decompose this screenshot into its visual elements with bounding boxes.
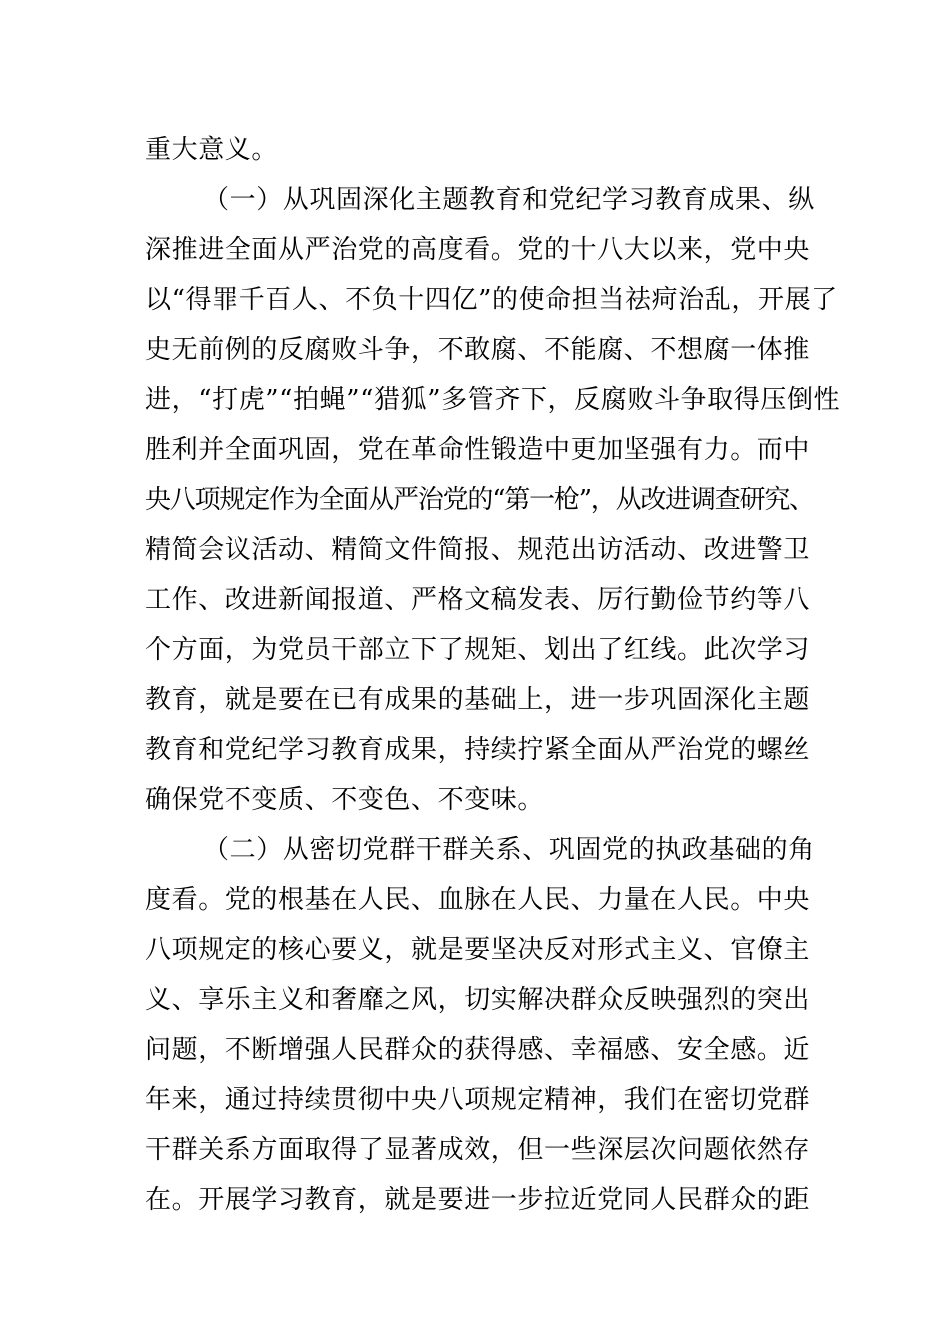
paragraph-1-heading-line: （一）从巩固深化主题教育和党纪学习教育成果、纵: [203, 185, 815, 215]
text-line: 史无前例的反腐败斗争，不敢腐、不能腐、不想腐一体推: [145, 335, 811, 365]
text-line: 度看。党的根基在人民、血脉在人民、力量在人民。中央: [145, 885, 811, 915]
text-line: 干群关系方面取得了显著成效，但一些深层次问题依然存: [145, 1135, 811, 1165]
text-line: 教育，就是要在已有成果的基础上，进一步巩固深化主题: [145, 685, 811, 715]
text-line: 个方面，为党员干部立下了规矩、划出了红线。此次学习: [145, 635, 811, 665]
text-line: 工作、改进新闻报道、严格文稿发表、厉行勤俭节约等八: [145, 585, 811, 615]
text-line: 胜利并全面巩固，党在革命性锻造中更加坚强有力。而中: [145, 435, 811, 465]
paragraph-2-heading-line: （二）从密切党群干群关系、巩固党的执政基础的角: [203, 835, 815, 865]
body-text: [145, 125, 841, 1225]
text-line: 年来，通过持续贯彻中央八项规定精神，我们在密切党群: [145, 1085, 811, 1115]
text-line: 深推进全面从严治党的高度看。党的十八大以来，党中央: [145, 235, 811, 265]
text-line: 进，“打虎”“拍蝇”“猎狐”多管齐下，反腐败斗争取得压倒性: [145, 385, 841, 415]
text-line: 确保党不变质、不变色、不变味。: [145, 785, 545, 815]
text-line: 教育和党纪学习教育成果，持续拧紧全面从严治党的螺丝: [145, 735, 811, 765]
text-line: 精简会议活动、精简文件简报、规范出访活动、改进警卫: [145, 535, 811, 565]
text-line: 八项规定的核心要义，就是要坚决反对形式主义、官僚主: [145, 935, 811, 965]
text-line: 义、享乐主义和奢靡之风，切实解决群众反映强烈的突出: [145, 985, 811, 1015]
text-line: 在。开展学习教育，就是要进一步拉近党同人民群众的距: [145, 1185, 811, 1215]
text-line: 央八项规定作为全面从严治党的“第一枪”，从改进调查研究、: [145, 485, 814, 515]
text-line: 以“得罪千百人、不负十四亿”的使命担当祛疴治乱，开展了: [145, 285, 838, 315]
text-line: 重大意义。: [145, 135, 279, 165]
text-line: 问题，不断增强人民群众的获得感、幸福感、安全感。近: [145, 1035, 811, 1065]
